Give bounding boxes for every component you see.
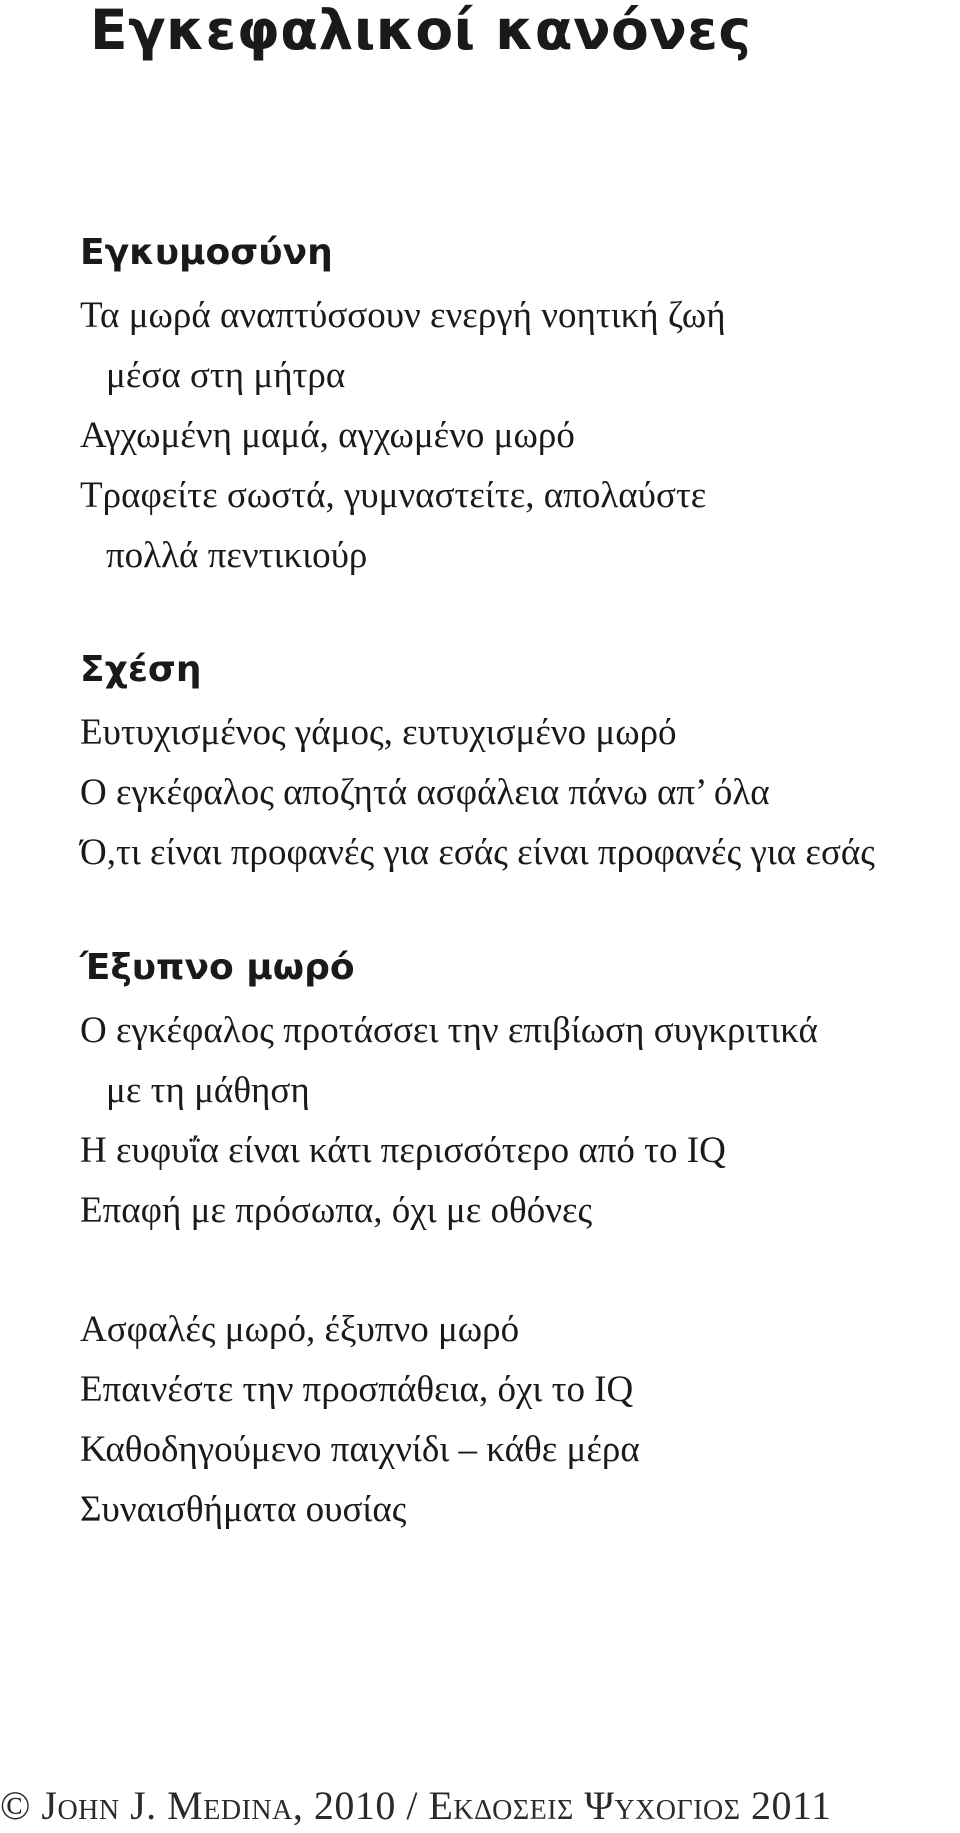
rule-line: Επαινέστε την προσπάθεια, όχι το IQ	[80, 1369, 634, 1410]
rule-line: Καθοδηγούμενο παιχνίδι – κάθε μέρα	[80, 1429, 640, 1470]
rule-line: Αγχωμένη μαμά, αγχωμένο μωρό	[80, 415, 575, 456]
rule-line: Επαφή με πρόσωπα, όχι με οθόνες	[80, 1190, 593, 1231]
rule-line: Ασφαλές μωρό, έξυπνο μωρό	[80, 1309, 520, 1350]
rule-line-continuation: πολλά πεντικιούρ	[106, 535, 368, 576]
section-heading-relationship: Σχέση	[80, 649, 202, 690]
rule-line-continuation: με τη μάθηση	[106, 1070, 310, 1111]
section-heading-smart-baby: Έξυπνο μωρό	[80, 947, 355, 988]
page-title: Εγκεφαλικοί κανόνες	[90, 0, 752, 62]
rule-line: Ο εγκέφαλος αποζητά ασφάλεια πάνω απ’ όλα	[80, 772, 770, 813]
rule-line: Τραφείτε σωστά, γυμναστείτε, απολαύστε	[80, 475, 707, 516]
rule-line: Ο εγκέφαλος προτάσσει την επιβίωση συγκριτικά	[80, 1010, 818, 1051]
rule-line: Τα μωρά αναπτύσσουν ενεργή νοητική ζωή	[80, 295, 726, 336]
rule-line: Ό,τι είναι προφανές για εσάς είναι προφανές για εσάς	[80, 832, 875, 873]
copyright-footer: © John J. Medina, 2010 / Εκδοσεις Ψυχογιος 2011	[0, 1783, 832, 1828]
section-heading-pregnancy: Εγκυμοσύνη	[80, 232, 333, 273]
rule-line: Η ευφυΐα είναι κάτι περισσότερο από το IQ	[80, 1130, 726, 1171]
rule-line: Συναισθήματα ουσίας	[80, 1489, 407, 1530]
rule-line: Ευτυχισμένος γάμος, ευτυχισμένο μωρό	[80, 712, 677, 753]
rule-line-continuation: μέσα στη μήτρα	[106, 355, 346, 396]
